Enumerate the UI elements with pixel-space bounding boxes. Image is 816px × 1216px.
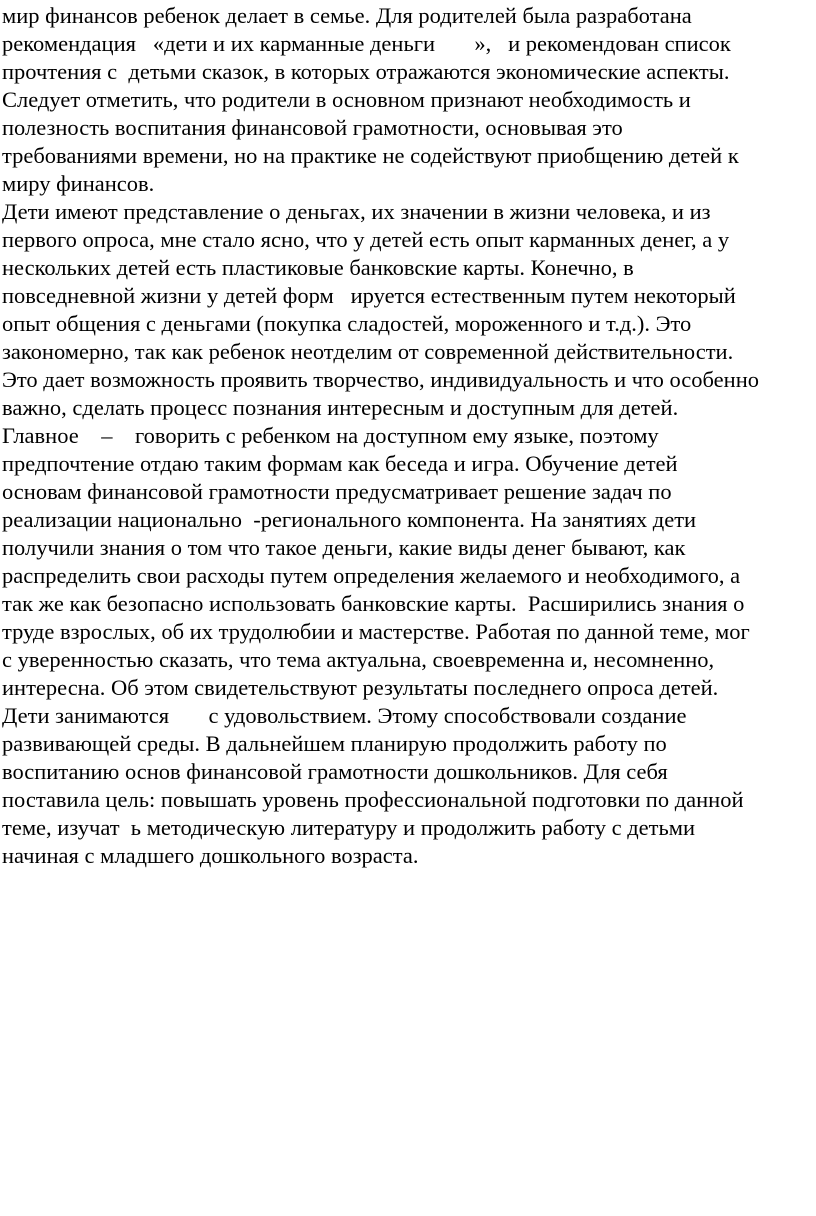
text-line: воспитанию основ финансовой грамотности дошкольников. Для себя	[2, 759, 668, 784]
text-line: рекомендация «дети и их карманные деньги », и рекомендован список	[2, 31, 731, 56]
text-line: миру финансов.	[2, 171, 155, 196]
text-line: получили знания о том что такое деньги, какие виды денег бывают, как	[2, 535, 686, 560]
text-line: мир финансов ребенок делает в семье. Для родителей была разработана	[2, 3, 692, 28]
text-line: реализации национально -регионального компонента. На занятиях дети	[2, 507, 697, 532]
text-line: распределить свои расходы путем определения желаемого и необходимого, а	[2, 563, 741, 588]
text-line: закономерно, так как ребенок неотделим от современной действительности.	[2, 339, 734, 364]
text-line: Дети имеют представление о деньгах, их значении в жизни человека, и из	[2, 199, 711, 224]
text-line: опыт общения с деньгами (покупка сладостей, мороженного и т.д.). Это	[2, 311, 692, 336]
text-line: Следует отметить, что родители в основном признают необходимость и	[2, 87, 691, 112]
text-line: важно, сделать процесс познания интересным и доступным для детей.	[2, 395, 679, 420]
text-line: предпочтение отдаю таким формам как беседа и игра. Обучение детей	[2, 451, 678, 476]
text-line: начиная с младшего дошкольного возраста.	[2, 843, 419, 868]
text-line: интересна. Об этом свидетельствуют результаты последнего опроса детей.	[2, 675, 719, 700]
text-line: Это дает возможность проявить творчество, индивидуальность и что особенно	[2, 367, 759, 392]
text-line: полезность воспитания финансовой грамотности, основывая это	[2, 115, 623, 140]
text-line: так же как безопасно использовать банковские карты. Расширились знания о	[2, 591, 745, 616]
text-line: Главное – говорить с ребенком на доступном ему языке, поэтому	[2, 423, 659, 448]
text-line: поставила цель: повышать уровень профессиональной подготовки по данной	[2, 787, 744, 812]
text-line: повседневной жизни у детей форм ируется естественным путем некоторый	[2, 283, 736, 308]
text-line: первого опроса, мне стало ясно, что у детей есть опыт карманных денег, а у	[2, 227, 730, 252]
text-line: труде взрослых, об их трудолюбии и мастерстве. Работая по данной теме, мог	[2, 619, 750, 644]
text-line: развивающей среды. В дальнейшем планирую продолжить работу по	[2, 731, 667, 756]
text-line: прочтения с детьми сказок, в которых отражаются экономические аспекты.	[2, 59, 730, 84]
text-line: теме, изучат ь методическую литературу и продолжить работу с детьми	[2, 815, 696, 840]
text-line: основам финансовой грамотности предусматривает решение задач по	[2, 479, 672, 504]
text-line: требованиями времени, но на практике не содействуют приобщению детей к	[2, 143, 739, 168]
text-line: Дети занимаются с удовольствием. Этому способствовали создание	[2, 703, 687, 728]
text-line: нескольких детей есть пластиковые банковские карты. Конечно, в	[2, 255, 634, 280]
text-line: с уверенностью сказать, что тема актуальна, своевременна и, несомненно,	[2, 647, 715, 672]
